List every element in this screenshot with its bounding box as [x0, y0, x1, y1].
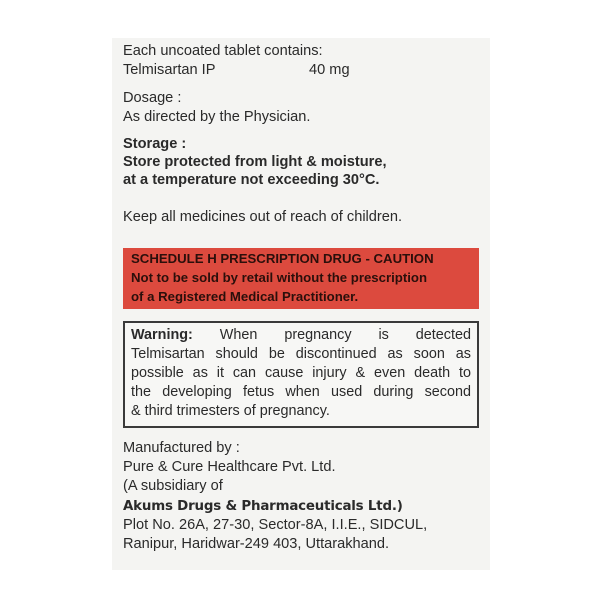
- storage-line-1: Store protected from light & moisture,: [123, 154, 387, 170]
- schedule-line-2: Not to be sold by retail without the prescription: [131, 270, 427, 285]
- manufacturer-subsidiary: (A subsidiary of: [123, 478, 223, 494]
- manufacturer-heading: Manufactured by :: [123, 440, 240, 456]
- warning-box: [123, 321, 479, 428]
- warning-line-4: the developing fetus when used during second: [131, 384, 471, 400]
- schedule-line-3: of a Registered Medical Practitioner.: [131, 289, 359, 304]
- manufacturer-parent: Akums Drugs & Pharmaceuticals Ltd.): [123, 499, 403, 514]
- manufacturer-address-2: Ranipur, Haridwar-249 403, Uttarakhand.: [123, 536, 390, 552]
- schedule-line-1: SCHEDULE H PRESCRIPTION DRUG - CAUTION: [131, 251, 434, 266]
- composition-heading: Each uncoated tablet contains:: [123, 43, 323, 59]
- ingredient-amount: 40 mg: [309, 62, 350, 78]
- schedule-h-caution-box: [123, 248, 479, 309]
- ingredient-name: Telmisartan IP: [123, 62, 216, 78]
- storage-line-2: at a temperature not exceeding 30°C.: [123, 172, 380, 188]
- dosage-heading: Dosage :: [123, 90, 182, 106]
- label-panel: [112, 38, 490, 570]
- manufacturer-company: Pure & Cure Healthcare Pvt. Ltd.: [123, 459, 336, 475]
- keep-away-notice: Keep all medicines out of reach of children.: [123, 209, 403, 225]
- warning-text-1: When pregnancy is detected: [219, 327, 471, 343]
- composition-row: [123, 62, 383, 79]
- warning-label: Warning:: [131, 327, 193, 343]
- warning-line-5: & third trimesters of pregnancy.: [131, 403, 330, 419]
- warning-line-2: Telmisartan should be discontinued as soon as: [131, 346, 471, 362]
- warning-line-3: possible as it can cause injury & even death to: [131, 365, 471, 381]
- storage-heading: Storage :: [123, 136, 187, 152]
- manufacturer-address-1: Plot No. 26A, 27-30, Sector-8A, I.I.E., SIDCUL,: [123, 517, 428, 533]
- warning-line-1: [131, 327, 471, 344]
- dosage-text: As directed by the Physician.: [123, 109, 311, 125]
